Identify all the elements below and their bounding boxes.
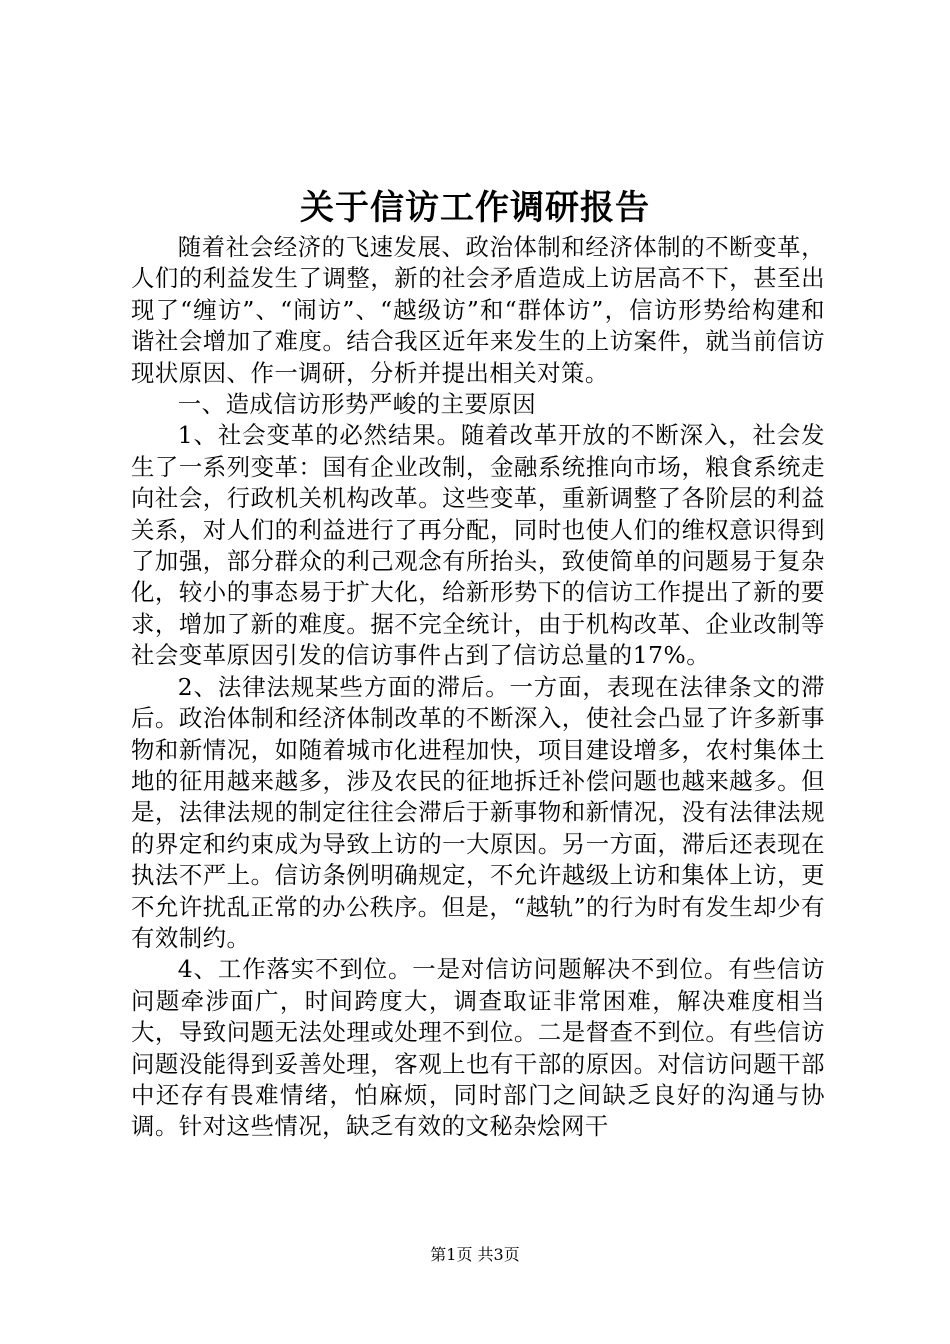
document-body: [131, 232, 825, 1143]
paragraph-social-change: 1、社会变革的必然结果。随着改革开放的不断深入，社会发生了一系列变革：国有企业改制，金融系统推向市场，粮食系统走向社会，行政机关机构改革。这些变革，重新调整了各阶层的利益关系，对人们的利益进行了再分配，同时也使人们的维权意识得到了加强，部分群众的利己观念有所抬头，致使简单的问题易于复杂化，较小的事态易于扩大化，给新形势下的信访工作提出了新的要求，增加了新的难度。据不完全统计，由于机构改革、企业改制等社会变革原因引发的信访事件占到了信访总量的17%。: [131, 421, 825, 670]
paragraph-work-implementation: 4、工作落实不到位。一是对信访问题解决不到位。有些信访问题牵涉面广，时间跨度大，调查取证非常困难，解决难度相当大，导致问题无法处理或处理不到位。二是督查不到位。有些信访问题没能得到妥善处理，客观上也有干部的原因。对信访问题干部中还存有畏难情绪，怕麻烦，同时部门之间缺乏良好的沟通与协调。针对这些情况，缺乏有效的文秘杂烩网干: [131, 955, 825, 1141]
document-title: 关于信访工作调研报告: [300, 188, 650, 228]
page-number-footer: 第1页 共3页: [430, 1245, 520, 1264]
paragraph-law-lag: 2、法律法规某些方面的滞后。一方面，表现在法律条文的滞后。政治体制和经济体制改革的不断深入，使社会凸显了许多新事物和新情况，如随着城市化进程加快，项目建设增多，农村集体土地的征用越来越多，涉及农民的征地拆迁补偿问题也越来越多。但是，法律法规的制定往往会滞后于新事物和新情况，没有法律法规的界定和约束成为导致上访的一大原因。另一方面，滞后还表现在执法不严上。信访条例明确规定，不允许越级上访和集体上访，更不允许扰乱正常的办公秩序。但是，“越轨”的行为时有发生却少有有效制约。: [131, 672, 825, 952]
paragraph-intro: 随着社会经济的飞速发展、政治体制和经济体制的不断变革，人们的利益发生了调整，新的社会矛盾造成上访居高不下，甚至出现了“缠访”、“闹访”、“越级访”和“群体访”，信访形势给构建和谐社会增加了难度。结合我区近年来发生的上访案件，就当前信访现状原因、作一调研，分析并提出相关对策。: [131, 233, 825, 387]
section-heading: 一、造成信访形势严峻的主要原因: [177, 390, 537, 419]
